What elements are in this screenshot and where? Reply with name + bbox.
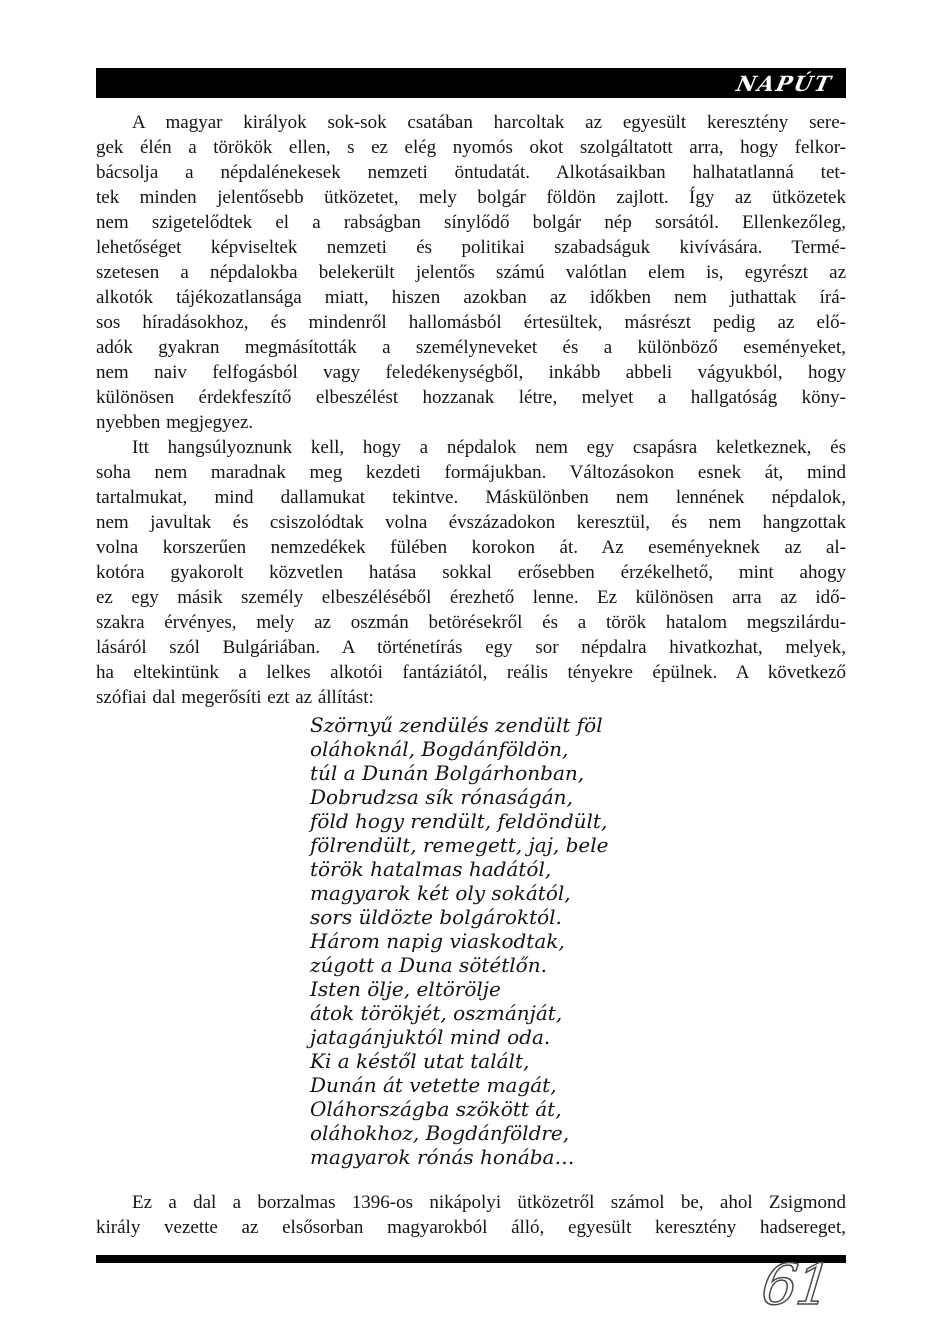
text-line: túl a Dunán Bolgárhonban, <box>310 761 585 785</box>
text-line: Ki a késtől utat talált, <box>310 1049 530 1073</box>
text-line: föld hogy rendült, feldöndült, <box>310 809 608 833</box>
text-line: magyarok két oly sokától, <box>310 881 571 905</box>
text-line: nem naiv felfogásból vagy feledékenységből, inkább abbeli vágyukból, hogy <box>96 362 846 383</box>
text-line: oláhoknál, Bogdánföldön, <box>310 737 569 761</box>
text-line: Isten ölje, eltörölje <box>310 977 501 1001</box>
text-line: Dunán át vetette magát, <box>310 1073 557 1097</box>
text-line: lásáról szól Bulgáriában. A történetírás egy sor népdalra hivatkozhat, melyek, <box>96 637 846 658</box>
text-line: szófiai dal megerősíti ezt az állítást: <box>96 687 374 708</box>
text-line: soha nem maradnak meg kezdeti formájukban. Változásokon esnek át, mind <box>96 462 846 483</box>
text-line: különösen érdekfeszítő elbeszélést hozzanak létre, melyet a hallgatóság köny- <box>96 387 846 408</box>
text-line: Dobrudzsa sík rónaságán, <box>310 785 573 809</box>
text-line: ez egy másik személy elbeszéléséből érezhető lenne. Ez különösen arra az idő- <box>96 587 846 608</box>
text-line: nyebben megjegyez. <box>96 412 254 433</box>
text-line: Oláhországba szökött át, <box>310 1097 562 1121</box>
paragraph-2 <box>96 435 846 710</box>
text-line: ha eltekintünk a lelkes alkotói fantáziától, reális tényekre épülnek. A következő <box>96 662 846 683</box>
text-line: tartalmukat, mind dallamukat tekintve. Máskülönben nem lennének népdalok, <box>96 487 846 508</box>
text-line: Szörnyű zendülés zendült föl <box>310 713 603 737</box>
text-line: Ez a dal a borzalmas 1396-os nikápolyi ütközetről számol be, ahol Zsigmond <box>132 1192 846 1213</box>
text-line: alkotók tájékozatlansága miatt, hiszen azokban az időkben nem juthattak írá- <box>96 287 846 308</box>
naput-masthead-logo: NAPÚT <box>734 70 835 96</box>
text-line: török hatalmas hadától, <box>310 857 552 881</box>
paragraph-1 <box>96 110 846 435</box>
text-line: szakra érvényes, mely az oszmán betörésekről és a török hatalom megszilárdu- <box>96 612 846 633</box>
text-line: jatagánjuktól mind oda. <box>310 1025 551 1049</box>
text-line: fölrendült, remegett, jaj, bele <box>310 833 609 857</box>
text-line: magyarok rónás honába… <box>310 1145 575 1169</box>
text-line: kotóra gyakorolt közvetlen hatása sokkal erősebben érzékelhető, mint ahogy <box>96 562 846 583</box>
page-number: 61 <box>758 1253 833 1318</box>
text-line: Itt hangsúlyoznunk kell, hogy a népdalok nem egy csapásra keletkeznek, és <box>132 437 846 458</box>
text-line: gek élén a törökök ellen, s ez elég nyomós okot szolgáltatott arra, hogy felkor- <box>96 137 846 158</box>
footer-rule <box>96 1255 846 1263</box>
text-line: szetesen a népdalokba belekerült jelentős számú valótlan elem is, egyrészt az <box>96 262 846 283</box>
text-line: nem javultak és csiszolódtak volna évszázadokon keresztül, és nem hangzottak <box>96 512 846 533</box>
text-line: sos híradásokhoz, és mindenről hallomásból értesültek, másrészt pedig az elő- <box>96 312 846 333</box>
closing-paragraph <box>96 1190 846 1240</box>
text-line: adók gyakran megmásították a személyneveket és a különböző eseményeket, <box>96 337 846 358</box>
text-line: átok törökjét, oszmánját, <box>310 1001 563 1025</box>
text-line: oláhokhoz, Bogdánföldre, <box>310 1121 570 1145</box>
text-line: volna korszerűen nemzedékek fülében korokon át. Az eseményeknek az al- <box>96 537 846 558</box>
text-line: A magyar királyok sok-sok csatában harcoltak az egyesült keresztény sere- <box>132 112 846 133</box>
text-line: Három napig viaskodtak, <box>310 929 565 953</box>
text-line: lehetőséget képviseltek nemzeti és politikai szabadságuk kivívására. Termé- <box>96 237 846 258</box>
article-body <box>96 110 846 1240</box>
masthead-bar <box>96 68 846 98</box>
text-line: király vezette az elsősorban magyarokból álló, egyesült keresztény hadsereget, <box>96 1217 846 1238</box>
text-line: bácsolja a népdalénekesek nemzeti öntudatát. Alkotásaikban halhatatlanná tet- <box>96 162 846 183</box>
text-line: nem szigetelődtek el a rabságban sínylődő bolgár nép sorsától. Ellenkezőleg, <box>96 212 846 233</box>
text-line: zúgott a Duna sötétlőn. <box>310 953 547 977</box>
folk-song-poem <box>310 713 846 1169</box>
text-line: sors üldözte bolgároktól. <box>310 905 562 929</box>
text-line: tek minden jelentősebb ütközetet, mely bolgár földön zajlott. Így az ütközetek <box>96 187 846 208</box>
